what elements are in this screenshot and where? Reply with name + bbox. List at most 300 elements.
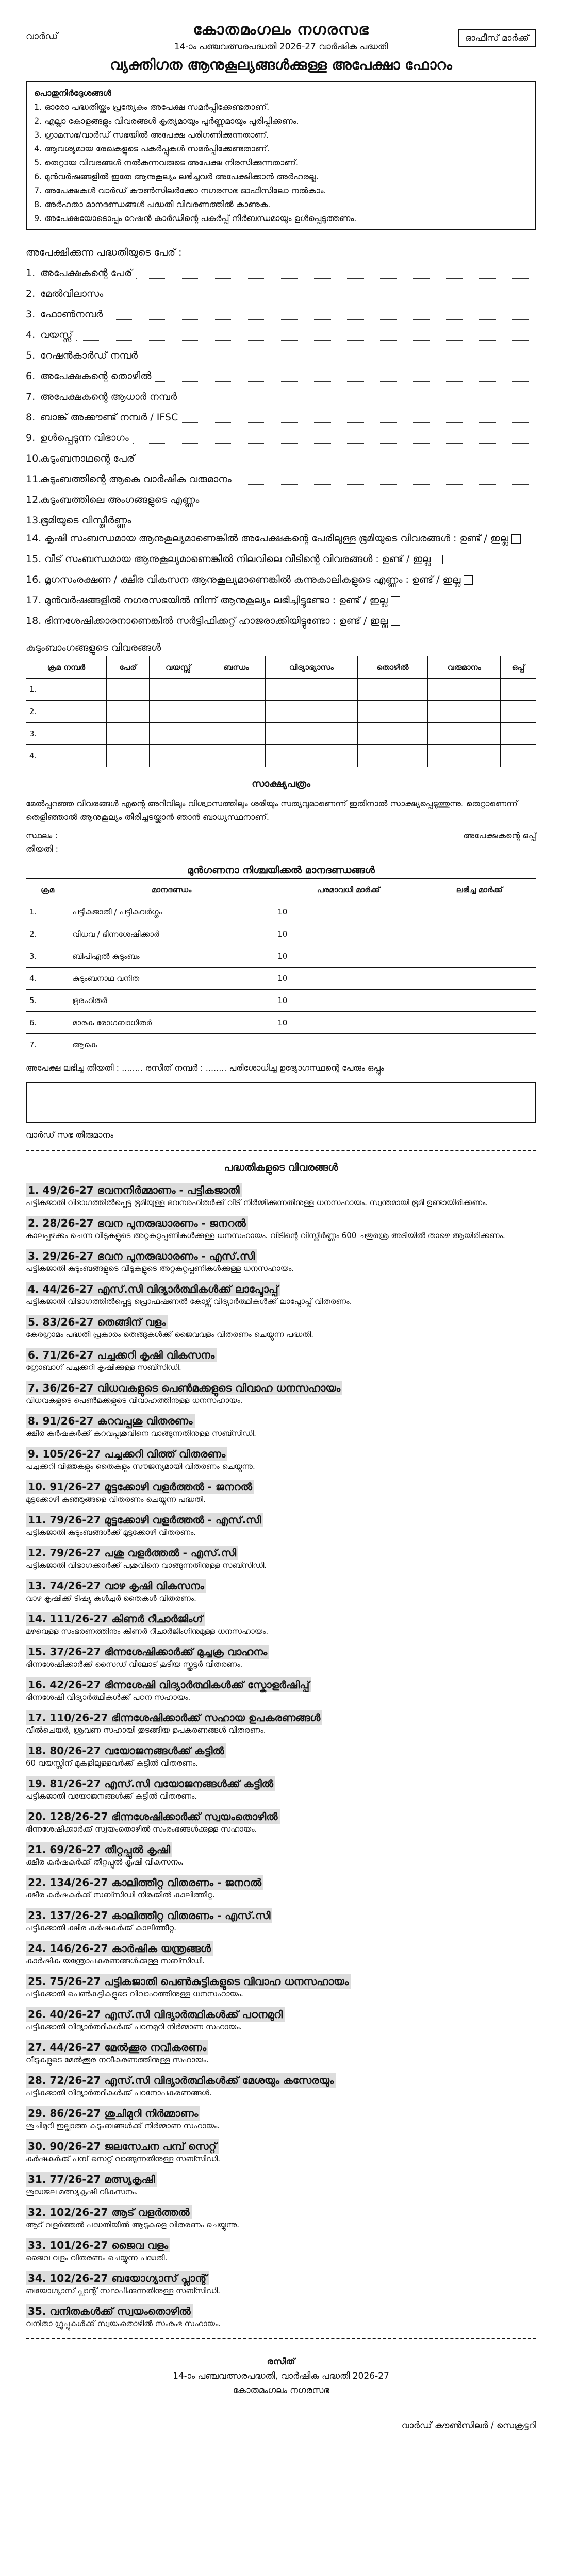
scheme-item — [26, 2272, 536, 2297]
table-cell[interactable] — [207, 723, 265, 745]
scheme-title-text: 23. 137/26-27 കാലിത്തീറ്റ വിതരണം - എസ്.സി — [26, 1908, 272, 1923]
scheme-title — [26, 2206, 536, 2218]
receipt-title: രസീത് — [267, 2357, 295, 2367]
table-cell[interactable] — [358, 723, 428, 745]
table-cell[interactable] — [501, 723, 536, 745]
scheme-item — [26, 1909, 536, 1934]
scheme-title — [26, 2140, 536, 2153]
scheme-title-text: 8. 91/26-27 കറവപ്പശു വിതരണം — [26, 1414, 195, 1428]
table-cell[interactable] — [358, 701, 428, 723]
field-number: 9. — [26, 432, 36, 444]
scheme-item — [26, 2206, 536, 2231]
scheme-title-text: 24. 146/26-27 കാർഷിക യന്ത്രങ്ങൾ — [26, 1941, 213, 1956]
scheme-title — [26, 1679, 536, 1691]
table-cell[interactable] — [265, 745, 357, 767]
scheme-title-text: 34. 102/26-27 ബയോഗ്യാസ് പ്ലാന്റ് — [26, 2271, 209, 2285]
table-row — [26, 745, 536, 767]
scheme-item — [26, 2041, 536, 2066]
office-mark-box: ഓഫീസ് മാർക്ക് — [458, 29, 537, 47]
scheme-description: ജൈവ വളം വിതരണം ചെയ്യുന്ന പദ്ധതി. — [26, 2253, 168, 2262]
conditional-question — [26, 530, 536, 547]
scheme-description: 60 വയസ്സിന് മുകളിലുള്ളവർക്ക് കട്ടിൽ വിതരണം. — [26, 1758, 199, 1768]
field-input-line[interactable] — [181, 389, 536, 402]
table-cell[interactable] — [265, 701, 357, 723]
table-cell[interactable] — [358, 679, 428, 701]
scheme-description: പട്ടികജാതി പെൺകുട്ടികളുടെ വിവാഹത്തിനുള്ള ധനസഹായം. — [26, 1989, 243, 1998]
scheme-title-text: 1. 49/26-27 ഭവനനിർമ്മാണം - പട്ടികജാതി — [26, 1183, 242, 1197]
form-field[interactable] — [26, 464, 536, 485]
scheme-description: കാലപ്പഴക്കം ചെന്ന വീടുകളുടെ അറ്റകുറ്റപ്പണികൾക്കുള്ള ധനസഹായം. വീടിന്റെ വിസ്തീർണ്ണം 600 ചതുരശ്ര അടിയിൽ താഴെ ആയിരിക്കണം. — [26, 1231, 505, 1240]
scheme-description: പട്ടികജാതി വിഭാഗത്തിൽപ്പെട്ട ഭൂമിയുള്ള ഭവനരഹിതർക്ക് വീട് നിർമ്മിക്കുന്നതിനുള്ള ധനസഹായം. സ്വന്തമായി ഭൂമി ഉണ്ടായിരിക്കണം. — [26, 1198, 488, 1207]
table-cell: ആകെ — [69, 1034, 274, 1056]
table-row — [26, 723, 536, 745]
scheme-title-text: 3. 29/26-27 ഭവന പുനരുദ്ധാരണം - എസ്.സി — [26, 1249, 257, 1263]
field-input-line[interactable] — [139, 451, 536, 464]
instructions-heading: പൊതുനിർദ്ദേശങ്ങൾ — [34, 88, 111, 98]
scheme-description: പട്ടികജാതി കുടുംബങ്ങൾക്ക് മുട്ടക്കോഴി വിതരണം. — [26, 1528, 196, 1537]
conditional-question — [26, 571, 536, 588]
table-cell: ബിപിഎൽ കുടുംബം — [69, 945, 274, 968]
instruction-item: 7. അപേക്ഷകൾ വാർഡ് കൗൺസിലർക്കോ നഗരസഭ ഓഫീസിലോ നൽകാം. — [34, 185, 326, 195]
table-header: ക്രമ നമ്പർ — [26, 656, 107, 679]
scheme-item — [26, 1382, 536, 1406]
field-number: 7. — [26, 391, 36, 402]
field-input-line[interactable] — [236, 472, 536, 485]
scheme-item — [26, 1514, 536, 1538]
table-cell[interactable] — [106, 679, 149, 701]
scheme-title — [26, 1580, 536, 1592]
table-cell: കുടുംബനാഥ വനിത — [69, 968, 274, 990]
field-label: ഭൂമിയുടെ വിസ്തീർണ്ണം — [40, 515, 131, 526]
date-label: തീയതി : — [26, 844, 59, 854]
form-field[interactable] — [26, 423, 536, 444]
family-table-caption: കുടുംബാംഗങ്ങളുടെ വിവരങ്ങൾ — [26, 642, 161, 653]
table-cell[interactable] — [428, 745, 501, 767]
table-cell: 10 — [274, 990, 423, 1012]
scheme-title-text: 17. 110/26-27 ഭിന്നശേഷിക്കാർക്ക് സഹായ ഉപകരണങ്ങൾ — [26, 1710, 322, 1725]
scheme-title — [26, 1481, 536, 1493]
question-text: 16. മൃഗസംരക്ഷണ / ക്ഷീര വികസന ആനുകൂല്യമാണെങ്കിൽ കന്നുകാലികളുടെ എണ്ണം : ഉണ്ട് / ഇല്ല — [26, 574, 461, 585]
criteria-caption: മുൻഗണനാ നിശ്ചയിക്കൽ മാനദണ്ഡങ്ങൾ — [187, 865, 375, 876]
declaration-text: മേൽപ്പറഞ്ഞ വിവരങ്ങൾ എന്റെ അറിവിലും വിശ്വാസത്തിലും ശരിയും സത്യവുമാണെന്ന് ഇതിനാൽ സാക്ഷ്യപ്പെടുത്തുന്നു. തെറ്റാണെന്ന് തെളിഞ്ഞാൽ ആനുകൂല്യം തിരിച്ചടയ്ക്കാൻ ഞാൻ ബാധ്യസ്ഥനാണ്. — [26, 799, 518, 822]
scheme-item — [26, 1415, 536, 1439]
question-text: 18. ഭിന്നശേഷിക്കാരനാണെങ്കിൽ സർട്ടിഫിക്കറ്റ് ഹാജരാക്കിയിട്ടുണ്ടോ : ഉണ്ട് / ഇല്ല — [26, 615, 388, 626]
scheme-item — [26, 1316, 536, 1341]
answer-checkbox[interactable] — [434, 555, 443, 564]
table-cell[interactable] — [150, 745, 207, 767]
scheme-description: കർഷകർക്ക് പമ്പ് സെറ്റ് വാങ്ങുന്നതിനുള്ള സബ്സിഡി. — [26, 2154, 220, 2163]
scheme-item — [26, 1481, 536, 1505]
scheme-description: പട്ടികജാതി വയോജനങ്ങൾക്ക് കട്ടിൽ വിതരണം. — [26, 1791, 197, 1801]
table-cell[interactable] — [265, 679, 357, 701]
scheme-title — [26, 1547, 536, 1559]
table-cell: 3. — [26, 945, 69, 968]
field-number: 2. — [26, 288, 36, 299]
table-header: മാനദണ്ഡം — [69, 879, 274, 901]
place-label: സ്ഥലം : — [26, 831, 58, 840]
scheme-title — [26, 1415, 536, 1427]
scheme-item — [26, 2008, 536, 2033]
form-title: വ്യക്തിഗത ആനുകൂല്യങ്ങൾക്കുള്ള അപേക്ഷാ ഫോറം — [110, 56, 452, 73]
field-input-line[interactable] — [155, 369, 536, 382]
table-header: പരമാവധി മാർക്ക് — [274, 879, 423, 901]
scheme-title — [26, 1184, 536, 1196]
priority-criteria-table — [26, 878, 536, 1056]
scheme-title-text: 29. 86/26-27 ശുചിമുറി നിർമ്മാണം — [26, 2106, 200, 2121]
field-label: അപേക്ഷകന്റെ ആധാർ നമ്പർ — [40, 391, 177, 402]
field-label: റേഷൻകാർഡ് നമ്പർ — [40, 350, 138, 361]
receipt-footer — [26, 2354, 536, 2433]
receipt-org: കോതമംഗലം നഗരസഭ — [233, 2385, 329, 2396]
scheme-title — [26, 2008, 536, 2021]
scheme-title — [26, 1448, 536, 1460]
form-field[interactable] — [26, 485, 536, 505]
scheme-description: ക്ഷീര കർഷകർക്ക് സബ്സിഡി നിരക്കിൽ കാലിത്തീറ്റ. — [26, 1890, 215, 1900]
table-cell[interactable] — [207, 679, 265, 701]
table-cell: 10 — [274, 901, 423, 923]
table-cell: 3. — [26, 723, 107, 745]
field-label: വയസ്സ് — [40, 329, 73, 341]
table-cell[interactable] — [106, 701, 149, 723]
answer-checkbox[interactable] — [391, 617, 400, 626]
conditional-sections — [26, 530, 536, 629]
table-row — [26, 945, 536, 968]
table-cell[interactable] — [106, 745, 149, 767]
instruction-item: 5. തെറ്റായ വിവരങ്ങൾ നൽകുന്നവരുടെ അപേക്ഷ നിരസിക്കുന്നതാണ്. — [34, 158, 299, 167]
scheme-title — [26, 1909, 536, 1922]
scheme-item — [26, 2107, 536, 2132]
answer-checkbox[interactable] — [511, 534, 521, 544]
receipt-note: വാർഡ് സഭ തീരുമാനം — [26, 1130, 113, 1140]
instruction-item: 9. അപേക്ഷയോടൊപ്പം റേഷൻ കാർഡിന്റെ പകർപ്പ് നിർബന്ധമായും ഉൾപ്പെടുത്തണം. — [34, 213, 357, 223]
scheme-description: ക്ഷീര കർഷകർക്ക് കറവപ്പശുവിനെ വാങ്ങുന്നതിനുള്ള സബ്സിഡി. — [26, 1429, 256, 1438]
field-input-line[interactable] — [182, 410, 536, 423]
scheme-title-text: 18. 80/26-27 വയോജനങ്ങൾക്ക് കട്ടിൽ — [26, 1743, 226, 1758]
table-row — [26, 901, 536, 923]
table-cell: 5. — [26, 990, 69, 1012]
table-cell[interactable] — [150, 679, 207, 701]
table-cell[interactable] — [423, 968, 536, 990]
table-cell[interactable] — [150, 723, 207, 745]
scheme-description: പട്ടികജാതി ക്ഷീര കർഷകർക്ക് കാലിത്തീറ്റ. — [26, 1923, 176, 1933]
scheme-title-text: 26. 40/26-27 എസ്.സി വിദ്യാർത്ഥികൾക്ക് പഠനമുറി — [26, 2007, 285, 2022]
receipt-cut-line — [26, 2338, 536, 2339]
scheme-title-text: 14. 111/26-27 കിണർ റീചാർജിംഗ് — [26, 1612, 205, 1626]
scheme-item — [26, 1448, 536, 1472]
scheme-item — [26, 1777, 536, 1802]
table-header: ഒപ്പ് — [501, 656, 536, 679]
scheme-description: ബയോഗ്യാസ് പ്ലാന്റ് സ്ഥാപിക്കുന്നതിനുള്ള സബ്സിഡി. — [26, 2286, 220, 2295]
scheme-description: പട്ടികജാതി വിഭാഗക്കാർക്ക് പശുവിനെ വാങ്ങുന്നതിനുള്ള സബ്സിഡി. — [26, 1561, 267, 1570]
scheme-title-text: 31. 77/26-27 മത്സ്യകൃഷി — [26, 2172, 157, 2187]
scheme-description: വീടുകളുടെ മേൽക്കൂര നവീകരണത്തിനുള്ള സഹായം. — [26, 2055, 209, 2064]
scheme-title — [26, 1942, 536, 1955]
family-members-table — [26, 656, 536, 767]
form-field[interactable] — [26, 382, 536, 402]
scheme-title — [26, 1283, 536, 1295]
table-cell[interactable] — [428, 723, 501, 745]
scheme-title-text: 13. 74/26-27 വാഴ കൃഷി വികസനം — [26, 1579, 206, 1593]
instruction-item: 1. ഓരോ പദ്ധതിയ്ക്കും പ്രത്യേകം അപേക്ഷ സമർപ്പിക്കേണ്ടതാണ്. — [34, 102, 270, 112]
form-field[interactable] — [26, 444, 536, 464]
conditional-question — [26, 551, 536, 567]
scheme-title — [26, 1843, 536, 1856]
field-input-line[interactable] — [136, 266, 536, 279]
field-input-line[interactable] — [76, 328, 536, 341]
cut-line — [26, 1150, 536, 1151]
table-cell[interactable] — [423, 990, 536, 1012]
scheme-title-text: 30. 90/26-27 ജലസേചന പമ്പ് സെറ്റ് — [26, 2139, 219, 2154]
scheme-title — [26, 1349, 536, 1361]
field-number: 3. — [26, 309, 36, 320]
table-cell[interactable] — [423, 1012, 536, 1034]
table-header: വിദ്യാഭ്യാസം — [265, 656, 357, 679]
form-field[interactable] — [26, 402, 536, 423]
scheme-item — [26, 1613, 536, 1637]
instruction-item: 6. മുൻവർഷങ്ങളിൽ ഇതേ ആനുകൂല്യം ലഭിച്ചവർ അപേക്ഷിക്കാൻ അർഹരല്ല. — [34, 172, 319, 181]
scheme-title-text: 35. വനിതകൾക്ക് സ്വയംതൊഴിൽ — [26, 2304, 193, 2318]
scheme-item — [26, 1250, 536, 1275]
table-cell: 10 — [274, 968, 423, 990]
scheme-title-text: 19. 81/26-27 എസ്.സി വയോജനങ്ങൾക്ക് കട്ടിൽ — [26, 1776, 275, 1791]
table-cell: 4. — [26, 968, 69, 990]
scheme-description: പട്ടികജാതി വിഭാഗത്തിൽപ്പെട്ട പ്രൊഫഷണൽ കോഴ്സ് വിദ്യാർത്ഥികൾക്ക് ലാപ്ടോപ്പ് വിതരണം. — [26, 1297, 352, 1306]
table-header: ക്രമ — [26, 879, 69, 901]
table-cell[interactable] — [423, 945, 536, 968]
table-cell: 10 — [274, 923, 423, 945]
table-row — [26, 1012, 536, 1034]
field-number: 1. — [26, 267, 36, 279]
scheme-item — [26, 2074, 536, 2099]
scheme-title-text: 10. 91/26-27 മുട്ടക്കോഴി വളർത്തൽ - ജനറൽ — [26, 1480, 254, 1494]
table-cell[interactable] — [428, 701, 501, 723]
scheme-item — [26, 1744, 536, 1769]
scheme-description: ഭിന്നശേഷിക്കാർക്ക് സ്വയംതൊഴിൽ സംരംഭങ്ങൾക്കുള്ള സഹായം. — [26, 1824, 257, 1834]
scheme-item — [26, 1679, 536, 1703]
table-cell[interactable] — [358, 745, 428, 767]
table-header: പേര് — [106, 656, 149, 679]
scheme-title — [26, 1514, 536, 1526]
conditional-question — [26, 592, 536, 608]
scheme-item — [26, 1646, 536, 1670]
receipt-sign: വാർഡ് കൗൺസിലർ / സെക്രട്ടറി — [401, 2420, 536, 2431]
field-label: അപേക്ഷകന്റെ തൊഴിൽ — [40, 370, 152, 382]
scheme-description: ഭിന്നശേഷി വിദ്യാർത്ഥികൾക്ക് പഠന സഹായം. — [26, 1692, 191, 1702]
scheme-description: പട്ടികജാതി വിദ്യാർത്ഥികൾക്ക് പഠനമുറി നിർമ്മാണ സഹായം. — [26, 2022, 242, 2031]
table-cell: 6. — [26, 1012, 69, 1034]
applicant-fields — [26, 258, 536, 526]
form-field[interactable] — [26, 299, 536, 320]
table-cell: 1. — [26, 679, 107, 701]
table-cell[interactable] — [423, 1034, 536, 1056]
scheme-title — [26, 2173, 536, 2185]
scheme-title — [26, 1613, 536, 1625]
scheme-item — [26, 2140, 536, 2165]
declaration-heading: സാക്ഷ്യപത്രം — [252, 778, 310, 789]
scheme-title — [26, 2239, 536, 2251]
instruction-item: 3. ഗ്രാമസഭ/വാർഡ് സഭയിൽ അപേക്ഷ പരിഗണിക്കുന്നതാണ്. — [34, 130, 269, 140]
scheme-title — [26, 1975, 536, 1988]
scheme-description: ഭിന്നശേഷിക്കാർക്ക് സൈഡ് വീലോട് കൂടിയ സ്കൂട്ടർ വിതരണം. — [26, 1659, 243, 1669]
table-header: വരുമാനം — [428, 656, 501, 679]
field-number: 12. — [26, 494, 42, 505]
field-input-line[interactable] — [133, 431, 536, 444]
scheme-title — [26, 2305, 536, 2317]
scheme-title-text: 33. 101/26-27 ജൈവ വളം — [26, 2238, 170, 2252]
scheme-description: മുട്ടക്കോഴി കുഞ്ഞുങ്ങളെ വിതരണം ചെയ്യുന്ന പദ്ധതി. — [26, 1495, 206, 1504]
table-row — [26, 968, 536, 990]
field-input-line[interactable] — [107, 307, 536, 320]
scheme-description: വീൽചെയർ, ശ്രവണ സഹായി തുടങ്ങിയ ഉപകരണങ്ങൾ വിതരണം. — [26, 1725, 266, 1735]
form-header — [26, 21, 536, 74]
table-cell: മാരക രോഗബാധിതർ — [69, 1012, 274, 1034]
scheme-title — [26, 1810, 536, 1823]
form-field[interactable] — [26, 361, 536, 382]
table-cell[interactable] — [423, 923, 536, 945]
field-label: ബാങ്ക് അക്കൗണ്ട് നമ്പർ / IFSC — [40, 412, 178, 423]
scheme-item — [26, 2305, 536, 2330]
scheme-title-text: 20. 128/26-27 ഭിന്നശേഷിക്കാർക്ക് സ്വയംതൊഴിൽ — [26, 1809, 280, 1824]
scheme-title — [26, 1316, 536, 1328]
scheme-name-label: അപേക്ഷിക്കുന്ന പദ്ധതിയുടെ പേര് : — [26, 247, 182, 258]
scheme-item — [26, 2239, 536, 2264]
schemes-heading: പദ്ധതികളുടെ വിവരങ്ങൾ — [224, 1162, 338, 1173]
table-cell[interactable] — [501, 679, 536, 701]
table-header: ലഭിച്ച മാർക്ക് — [423, 879, 536, 901]
table-header: തൊഴിൽ — [358, 656, 428, 679]
table-cell[interactable] — [501, 745, 536, 767]
ward-sabha-decision-box — [26, 1082, 536, 1123]
scheme-title — [26, 2107, 536, 2120]
field-input-line[interactable] — [107, 286, 536, 299]
table-cell: വിധവ / ഭിന്നശേഷിക്കാർ — [69, 923, 274, 945]
scheme-item — [26, 1975, 536, 2000]
field-label: മേൽവിലാസം — [40, 288, 104, 299]
field-label: അപേക്ഷകന്റെ പേര് — [40, 267, 133, 279]
scheme-title-text: 16. 42/26-27 ഭിന്നശേഷി വിദ്യാർത്ഥികൾക്ക് സ്കോളർഷിപ്പ് — [26, 1677, 311, 1692]
field-input-line[interactable] — [142, 348, 536, 361]
table-cell: 4. — [26, 745, 107, 767]
scheme-description: പട്ടികജാതി വിദ്യാർത്ഥികൾക്ക് പഠനോപകരണങ്ങൾ. — [26, 2088, 212, 2097]
scheme-item — [26, 1217, 536, 1242]
field-label: ഉൾപ്പെടുന്ന വിഭാഗം — [40, 432, 129, 444]
scheme-title — [26, 1777, 536, 1790]
form-field[interactable] — [26, 320, 536, 341]
scheme-title — [26, 1646, 536, 1658]
scheme-item — [26, 2173, 536, 2198]
field-number: 10. — [26, 453, 42, 464]
scheme-title — [26, 1711, 536, 1724]
table-header: വയസ്സ് — [150, 656, 207, 679]
table-cell: പട്ടികജാതി / പട്ടികവർഗ്ഗം — [69, 901, 274, 923]
question-text: 14. കൃഷി സംബന്ധമായ ആനുകൂല്യമാണെങ്കിൽ അപേക്ഷകന്റെ പേരിലുള്ള ഭൂമിയുടെ വിവരങ്ങൾ : ഉണ്ട് / ഇല്ല — [26, 533, 508, 544]
scheme-description: വാഴ കൃഷിക്ക് ടിഷ്യു കൾച്ചർ തൈകൾ വിതരണം. — [26, 1594, 196, 1603]
table-cell: ഭൂരഹിതർ — [69, 990, 274, 1012]
answer-checkbox[interactable] — [391, 596, 400, 605]
ward-label: വാർഡ് — [26, 31, 58, 42]
field-input-line[interactable] — [203, 493, 536, 505]
field-label: ഫോൺനമ്പർ — [40, 309, 103, 320]
instructions-box — [26, 81, 536, 230]
field-number: 8. — [26, 412, 36, 423]
table-cell: 10 — [274, 945, 423, 968]
scheme-description: കേരഗ്രാമം പദ്ധതി പ്രകാരം തെങ്ങുകൾക്ക് ജൈവവളം വിതരണം ചെയ്യുന്ന പദ്ധതി. — [26, 1330, 314, 1339]
field-label: കുടുംബത്തിന്റെ ആകെ വാർഷിക വരുമാനം — [40, 473, 232, 485]
table-row — [26, 701, 536, 723]
scheme-item — [26, 1283, 536, 1308]
form-field[interactable] — [26, 505, 536, 526]
form-field[interactable] — [26, 279, 536, 299]
office-note: അപേക്ഷ ലഭിച്ച തീയതി : ........ രസീത് നമ്പർ : ........ പരിശോധിച്ച ഉദ്യോഗസ്ഥന്റെ പേരും ഒപ്പും — [26, 1063, 384, 1073]
instructions-list — [34, 100, 528, 225]
scheme-description: ക്ഷീര കർഷകർക്ക് തീറ്റപ്പുൽ കൃഷി വികസനം. — [26, 1857, 184, 1867]
table-cell[interactable] — [150, 701, 207, 723]
instruction-item: 4. ആവശ്യമായ രേഖകളുടെ പകർപ്പുകൾ സമർപ്പിക്കേണ്ടതാണ്. — [34, 144, 270, 154]
scheme-title-text: 22. 134/26-27 കാലിത്തീറ്റ വിതരണം - ജനറൽ — [26, 1875, 263, 1890]
table-cell[interactable] — [265, 723, 357, 745]
question-text: 17. മുൻവർഷങ്ങളിൽ നഗരസഭയിൽ നിന്ന് ആനുകൂല്യം ലഭിച്ചിട്ടുണ്ടോ : ഉണ്ട് / ഇല്ല — [26, 595, 388, 606]
table-cell[interactable] — [207, 745, 265, 767]
form-field[interactable] — [26, 341, 536, 361]
scheme-title-text: 27. 44/26-27 മേൽക്കൂര നവീകരണം — [26, 2040, 208, 2055]
scheme-description: വനിതാ ഗ്രൂപ്പുകൾക്ക് സ്വയംതൊഴിൽ സംരംഭ സഹായം. — [26, 2319, 221, 2328]
table-cell[interactable] — [501, 701, 536, 723]
field-number: 13. — [26, 515, 42, 526]
form-field[interactable] — [26, 258, 536, 279]
plan-subtitle: 14-ാം പഞ്ചവത്സരപദ്ധതി 2026-27 വാർഷിക പദ്ധതി — [174, 42, 388, 52]
table-header: ബന്ധം — [207, 656, 265, 679]
scheme-title-text: 25. 75/26-27 പട്ടികജാതി പെൺകുട്ടികളുടെ വിവാഹ ധനസഹായം — [26, 1974, 351, 1989]
scheme-title-text: 28. 72/26-27 എസ്.സി വിദ്യാർത്ഥികൾക്ക് മേശയും കസേരയും — [26, 2073, 336, 2088]
scheme-title — [26, 1217, 536, 1229]
scheme-item — [26, 1843, 536, 1868]
table-cell: 2. — [26, 923, 69, 945]
conditional-question — [26, 613, 536, 629]
table-cell: 2. — [26, 701, 107, 723]
table-cell[interactable] — [423, 901, 536, 923]
table-row — [26, 1034, 536, 1056]
scheme-description: ഗ്രോബാഗ് പച്ചക്കറി കൃഷിക്കുള്ള സബ്സിഡി. — [26, 1363, 181, 1372]
scheme-description: ശുദ്ധജല മത്സ്യകൃഷി വികസനം. — [26, 2187, 138, 2196]
field-number: 5. — [26, 350, 36, 361]
scheme-name-field[interactable] — [26, 238, 536, 258]
scheme-title-text: 9. 105/26-27 പച്ചക്കറി വിത്ത് വിതരണം — [26, 1447, 227, 1461]
scheme-description: പച്ചക്കറി വിത്തുകളും തൈകളും സൗജന്യമായി വിതരണം ചെയ്യുന്നു. — [26, 1462, 255, 1471]
receipt-line: 14-ാം പഞ്ചവത്സരപദ്ധതി, വാർഷിക പദ്ധതി 2026-27 — [173, 2371, 389, 2381]
schemes-list — [26, 1184, 536, 2330]
table-cell: 10 — [274, 1012, 423, 1034]
scheme-title — [26, 2041, 536, 2054]
scheme-description: വിധവകളുടെ പെൺമക്കളുടെ വിവാഹത്തിനുള്ള ധനസഹായം. — [26, 1396, 243, 1405]
scheme-item — [26, 1810, 536, 1835]
table-cell[interactable] — [106, 723, 149, 745]
scheme-item — [26, 1942, 536, 1967]
field-input-line[interactable] — [135, 513, 536, 526]
scheme-title-text: 32. 102/26-27 ആട് വളർത്തൽ — [26, 2205, 192, 2219]
table-cell[interactable] — [207, 701, 265, 723]
table-cell — [274, 1034, 423, 1056]
scheme-description: മഴവെള്ള സംഭരണത്തിനും കിണർ റീചാർജിംഗിനുമുള്ള ധനസഹായം. — [26, 1626, 269, 1636]
declaration-sign-row — [26, 829, 536, 856]
answer-checkbox[interactable] — [464, 575, 473, 585]
scheme-item — [26, 1580, 536, 1604]
scheme-title — [26, 2074, 536, 2087]
field-label: കുടുംബത്തിലെ അംഗങ്ങളുടെ എണ്ണം — [40, 494, 200, 505]
table-cell[interactable] — [428, 679, 501, 701]
scheme-item — [26, 1711, 536, 1736]
scheme-item — [26, 1876, 536, 1901]
scheme-title — [26, 2272, 536, 2284]
